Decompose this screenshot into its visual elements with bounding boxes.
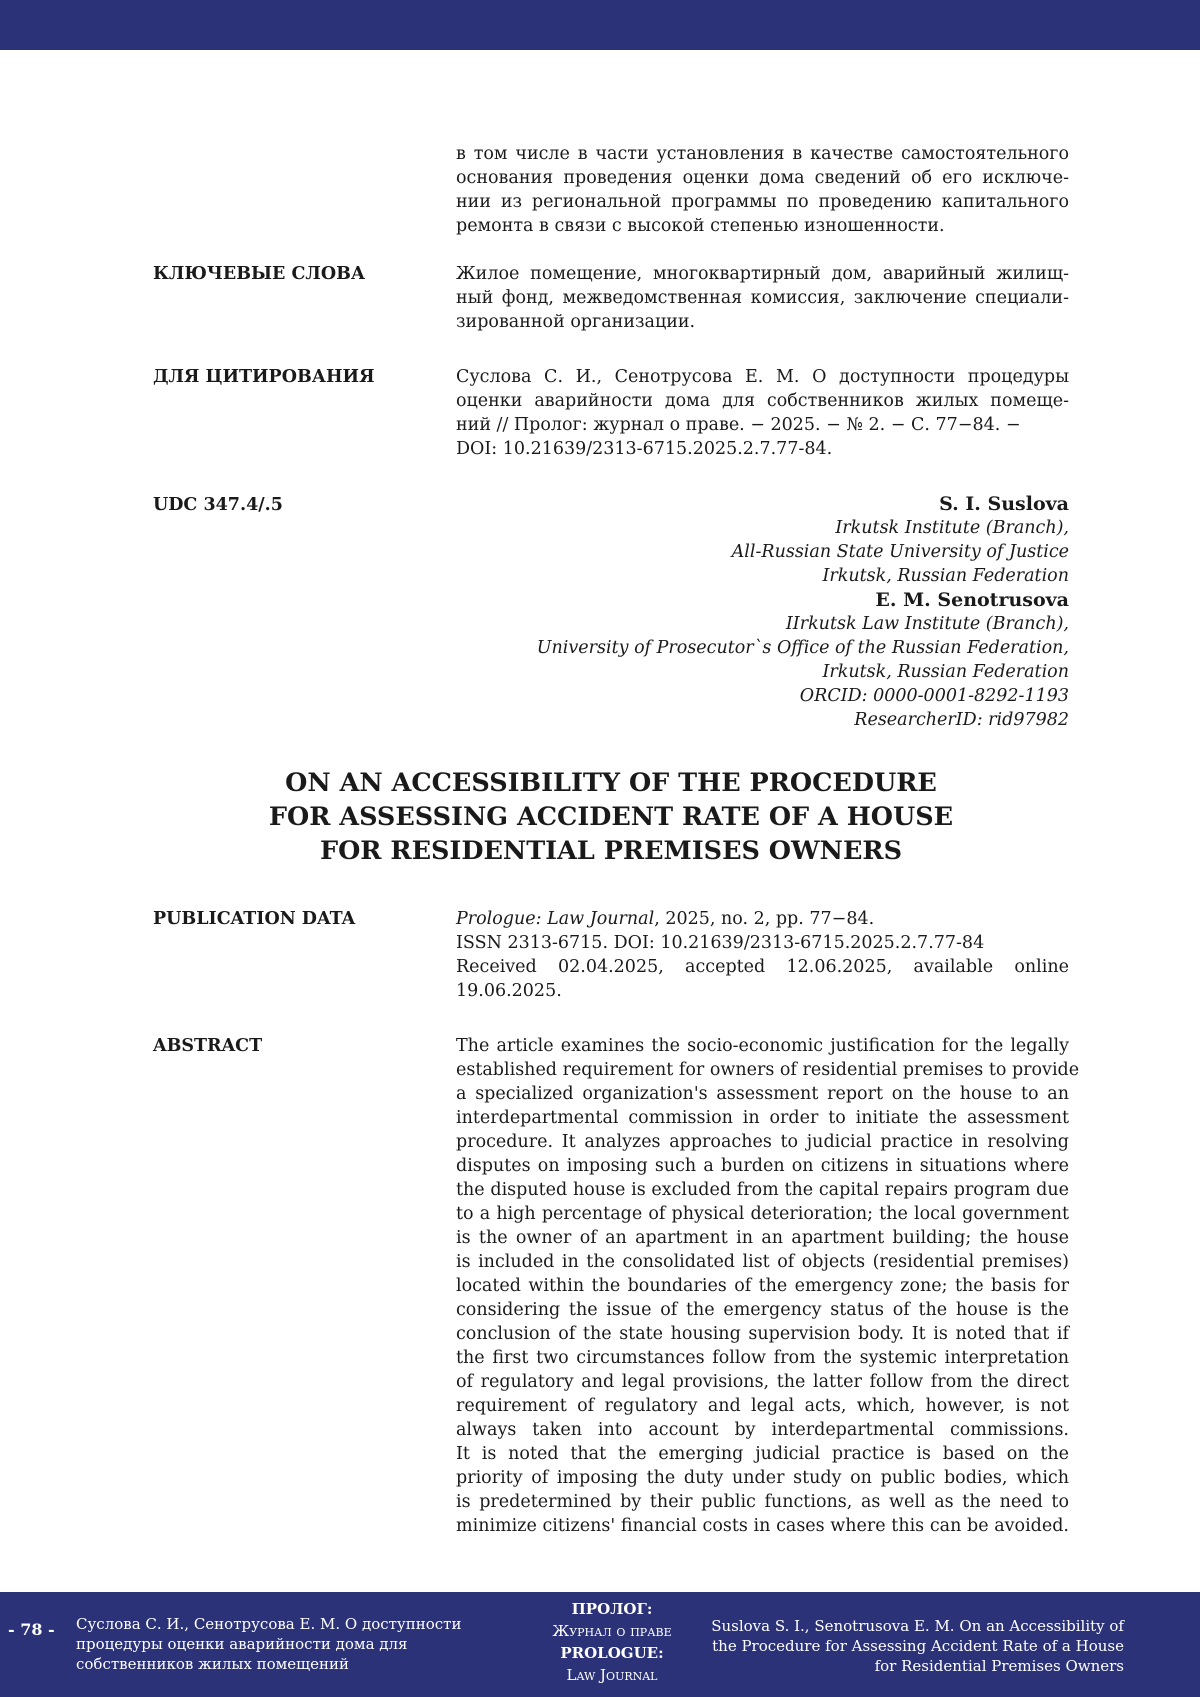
- article-title: [0, 766, 1200, 868]
- title-line: FOR ASSESSING ACCIDENT RATE OF A HOUSE: [268, 802, 954, 832]
- text-line: located within the boundaries of the emergency zone; the basis for: [456, 1276, 1069, 1296]
- text-line: priority of imposing the duty under study on public bodies, which: [456, 1468, 1069, 1488]
- text-line: established requirement for owners of residential premises to provide: [456, 1060, 1080, 1080]
- text-line: основания проведения оценки дома сведений об его исключе-: [456, 168, 1069, 188]
- text-line: always taken into account by interdepartmental commissions.: [456, 1420, 1069, 1440]
- text-line: ний // Пролог: журнал о праве. − 2025. − № 2. − С. 77−84. −: [456, 415, 1021, 435]
- text-line: of regulatory and legal provisions, the latter follow from the direct: [456, 1372, 1069, 1392]
- footer-line: собственников жилых помещений: [76, 1655, 349, 1673]
- journal-name: Prologue: Law Journal: [456, 909, 655, 929]
- title-line: ON AN ACCESSIBILITY OF THE PROCEDURE: [285, 768, 937, 798]
- footer-journal-name: [522, 1598, 702, 1686]
- text-line: is included in the consolidated list of objects (residential premises): [456, 1252, 1069, 1272]
- citation-text: [456, 365, 1069, 461]
- received-dates: Received 02.04.2025, accepted 12.06.2025, available online: [456, 957, 1069, 977]
- text-line: the first two circumstances follow from the systemic interpretation: [456, 1348, 1069, 1368]
- text-line: conclusion of the state housing supervision body. It is noted that if: [456, 1324, 1069, 1344]
- journal-ru-subtitle: Журнал о праве: [552, 1622, 672, 1640]
- author-affiliation: Irkutsk, Russian Federation: [822, 662, 1069, 682]
- keywords-label: КЛЮЧЕВЫЕ СЛОВА: [153, 264, 366, 284]
- author-affiliation: Irkutsk, Russian Federation: [822, 566, 1069, 586]
- abstract-label: ABSTRACT: [153, 1036, 263, 1056]
- author-affiliation: All-Russian State University of Justice: [731, 542, 1069, 562]
- author-affiliation: Irkutsk Institute (Branch),: [835, 518, 1069, 538]
- abstract-text: [456, 1034, 1080, 1538]
- text-line: ный фонд, межведомственная комиссия, заключение специали-: [456, 288, 1069, 308]
- footer-line: for Residential Premises Owners: [874, 1657, 1124, 1675]
- text-line: is the owner of an apartment in an apartment building; the house: [456, 1228, 1069, 1248]
- text-line: the disputed house is excluded from the capital repairs program due: [456, 1180, 1069, 1200]
- text-line: оценки аварийности дома для собственников жилых помеще-: [456, 391, 1069, 411]
- text-line: нии из региональной программы по проведению капитального: [456, 192, 1069, 212]
- footer-line: Суслова С. И., Сенотрусова Е. М. О доступности: [76, 1615, 462, 1633]
- text-line: minimize citizens' financial costs in cases where this can be avoided.: [456, 1516, 1069, 1536]
- publication-label: PUBLICATION DATA: [153, 909, 356, 929]
- publication-journal-line: [456, 907, 1069, 931]
- udc-code: UDC 347.4/.5: [153, 495, 283, 515]
- text-line: The article examines the socio-economic justification for the legally: [456, 1036, 1069, 1056]
- text-line: procedure. It analyzes approaches to judicial practice in resolving: [456, 1132, 1069, 1152]
- text-line: Суслова С. И., Сенотрусова Е. М. О доступности процедуры: [456, 367, 1069, 387]
- journal-ru-title: ПРОЛОГ:: [571, 1600, 653, 1618]
- author-affiliation: University of Prosecutor`s Office of the Russian Federation,: [536, 638, 1069, 658]
- footer-citation-ru: [76, 1614, 476, 1674]
- abstract-ru-continuation: [456, 142, 1069, 238]
- text-line: interdepartmental commission in order to initiate the assessment: [456, 1108, 1069, 1128]
- page-number: - 78 -: [8, 1620, 55, 1639]
- text-line: Жилое помещение, многоквартирный дом, аварийный жилищ-: [456, 264, 1069, 284]
- online-date: 19.06.2025.: [456, 981, 562, 1001]
- issn-doi: ISSN 2313-6715. DOI: 10.21639/2313-6715.2025.2.7.77-84: [456, 933, 985, 953]
- title-line: FOR RESIDENTIAL PREMISES OWNERS: [319, 836, 903, 866]
- text-line: requirement of regulatory and legal acts, which, however, is not: [456, 1396, 1069, 1416]
- text-line: considering the issue of the emergency status of the house is the: [456, 1300, 1069, 1320]
- text-line: DOI: 10.21639/2313-6715.2025.2.7.77-84.: [456, 439, 833, 459]
- footer-line: the Procedure for Assessing Accident Rate of a House: [712, 1637, 1124, 1655]
- text-line: зированной организации.: [456, 312, 696, 332]
- header-band: [0, 0, 1200, 50]
- author-name: E. M. Senotrusova: [875, 589, 1069, 611]
- citation-label: ДЛЯ ЦИТИРОВАНИЯ: [153, 367, 375, 387]
- journal-en-subtitle: Law Journal: [566, 1666, 658, 1684]
- journal-issue: , 2025, no. 2, pp. 77−84.: [654, 909, 875, 929]
- text-line: a specialized organization's assessment report on the house to an: [456, 1084, 1069, 1104]
- authors-block: [537, 492, 1069, 732]
- footer-line: Suslova S. I., Senotrusova E. M. On an Accessibility of: [711, 1617, 1124, 1635]
- author-name: S. I. Suslova: [939, 493, 1069, 515]
- author-affiliation: IIrkutsk Law Institute (Branch),: [785, 614, 1069, 634]
- text-line: to a high percentage of physical deterioration; the local government: [456, 1204, 1069, 1224]
- text-line: в том числе в части установления в качестве самостоятельного: [456, 144, 1069, 164]
- author-researcher-id: ResearcherID: rid97982: [854, 710, 1069, 730]
- text-line: is predetermined by their public functions, as well as the need to: [456, 1492, 1069, 1512]
- publication-text: [456, 907, 1069, 1003]
- text-line: disputes on imposing such a burden on citizens in situations where: [456, 1156, 1069, 1176]
- text-line: ремонта в связи с высокой степенью изношенности.: [456, 216, 945, 236]
- text-line: It is noted that the emerging judicial practice is based on the: [456, 1444, 1069, 1464]
- footer-citation-en: [704, 1616, 1124, 1676]
- keywords-text: [456, 262, 1069, 334]
- author-orcid: ORCID: 0000-0001-8292-1193: [799, 686, 1069, 706]
- footer-line: процедуры оценки аварийности дома для: [76, 1635, 408, 1653]
- journal-en-title: PROLOGUE:: [560, 1644, 664, 1662]
